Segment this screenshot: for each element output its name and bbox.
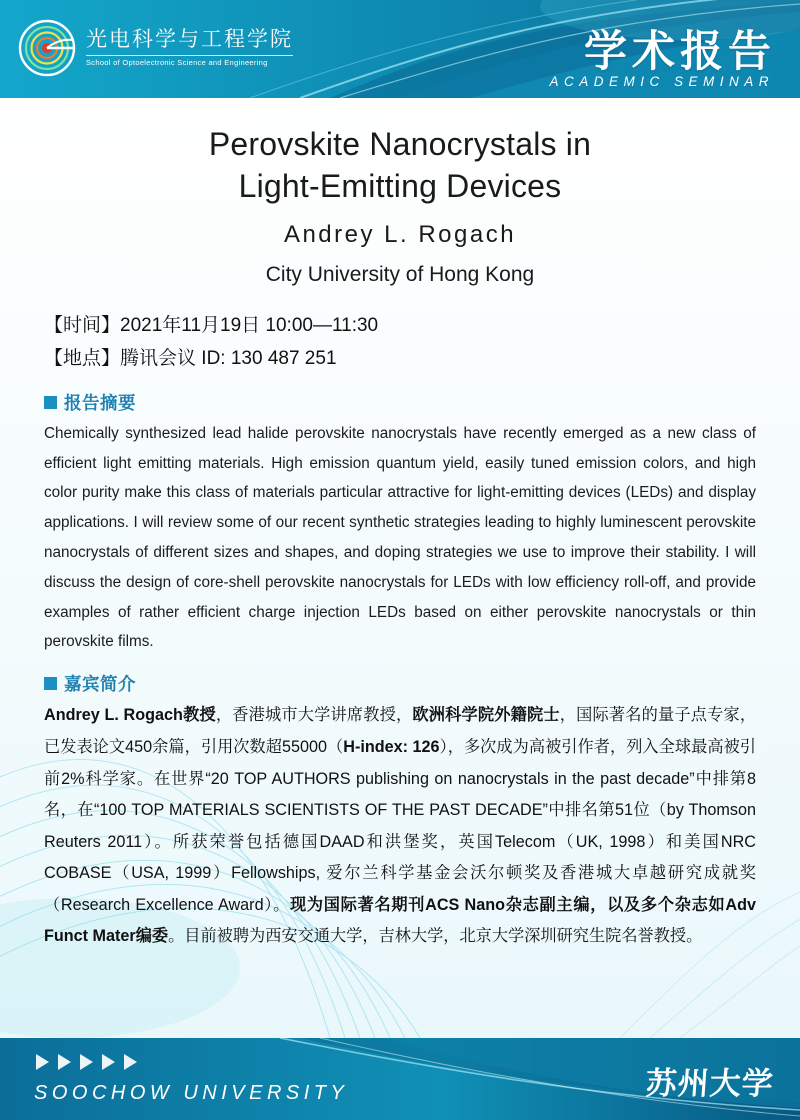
poster-content [0,98,800,953]
bio-run-3: ，国际著名的量子点专家，已发表论文450余篇，引用次数超 [44,706,757,756]
bio-run-7: 现为国际著名期刊ACS Nano杂志副主编，以及多个杂志如Adv Funct Mater编委 [44,895,756,946]
poster-footer [0,1038,800,1120]
footer-arrow-row [36,1054,137,1070]
event-place-row [44,342,756,375]
title-line-2: Light-Emitting Devices [238,167,562,204]
speaker-name: Andrey L. Rogach [283,221,517,249]
bio-section-header [44,671,756,696]
university-name-en: SOOCHOW UNIVERSITY [34,1082,349,1104]
triangle-right-icon [58,1054,71,1070]
triangle-right-icon [80,1054,93,1070]
abstract-section-title: 报告摘要 [64,392,136,413]
event-place-label: 【地点】 [44,348,121,370]
abstract-section-header [44,390,756,415]
square-bullet-icon [44,677,57,690]
school-emblem-icon [18,19,76,77]
triangle-right-icon [102,1054,115,1070]
poster-header [0,0,800,98]
event-time-label: 【时间】 [44,315,121,337]
square-bullet-icon [44,396,57,409]
event-time-row [44,309,756,342]
school-name-cn: 光电科学与工程学院 [86,28,293,52]
bio-run-6: ），多次成为高被引作者，列入全球最高被引前2%科学家。在世界“20 TOP AUTHORS publishing on nanocrystals in the past decade”中排第8名，在“100 TOP MATERIALS SCIENTISTS OF THE PAST DECADE”中排名第51位（by Thomson Reuters 2011）。所获荣誉包括德国DAAD和洪堡奖，英国Telecom（UK, 1998）和美国NRC COBASE（USA, 1999）Fellowships, 爱尔兰科学基金会沃尔顿奖及香港城大卓越研究成就奖（Research Excellence Award）。 [44,737,756,914]
school-name-en: School of Optoelectronic Science and Engineering [86,55,293,67]
bio-run-2: 欧洲科学院外籍院士 [412,706,560,725]
seminar-title-cn: 学术报告 [584,28,776,76]
event-place-value: 腾讯会议 ID: 130 487 251 [120,348,337,370]
school-logo [18,19,293,77]
abstract-text: Chemically synthesized lead halide perovskite nanocrystals have recently emerged as a new class of efficient light emitting materials. High emission quantum yield, easily tuned emission colors, and high color purity make this class of materials particular attractive for light-emitting devices (LEDs) and display applications. I will review some of our recent synthetic strategies leading to highly luminescent perovskite nanocrystals of different sizes and shapes, and doping strategies we use to improve their stability. I will discuss the design of core-shell perovskite nanocrystals for LEDs with low efficiency roll-off, and provide examples of rather efficient charge injection LEDs based on either perovskite nanocrystals or thin perovskite films. [44,424,756,651]
event-meta [44,309,756,376]
university-name-cn: 苏州大学 [644,1066,776,1102]
bio-run-5: H-index: 126 [343,737,440,756]
bio-section-title: 嘉宾简介 [64,674,136,695]
page-title [44,124,756,207]
title-line-1: Perovskite Nanocrystals in [208,126,592,162]
bio-run-8: 。目前被聘为西安交通大学，吉林大学，北京大学深圳研究生院名誉教授。 [168,927,703,946]
triangle-right-icon [124,1054,137,1070]
event-time-value: 2021年11月19日 10:00—11:30 [120,315,379,337]
speaker-bio-text [44,700,756,953]
seminar-title-en: ACADEMIC SEMINAR [549,74,774,89]
bio-run-4: 55000（ [281,737,344,756]
speaker-affiliation: City University of Hong Kong [265,263,535,287]
bio-run-0: Andrey L. Rogach教授 [44,706,216,725]
bio-run-1: ，香港城市大学讲席教授， [215,706,413,725]
triangle-right-icon [36,1054,49,1070]
